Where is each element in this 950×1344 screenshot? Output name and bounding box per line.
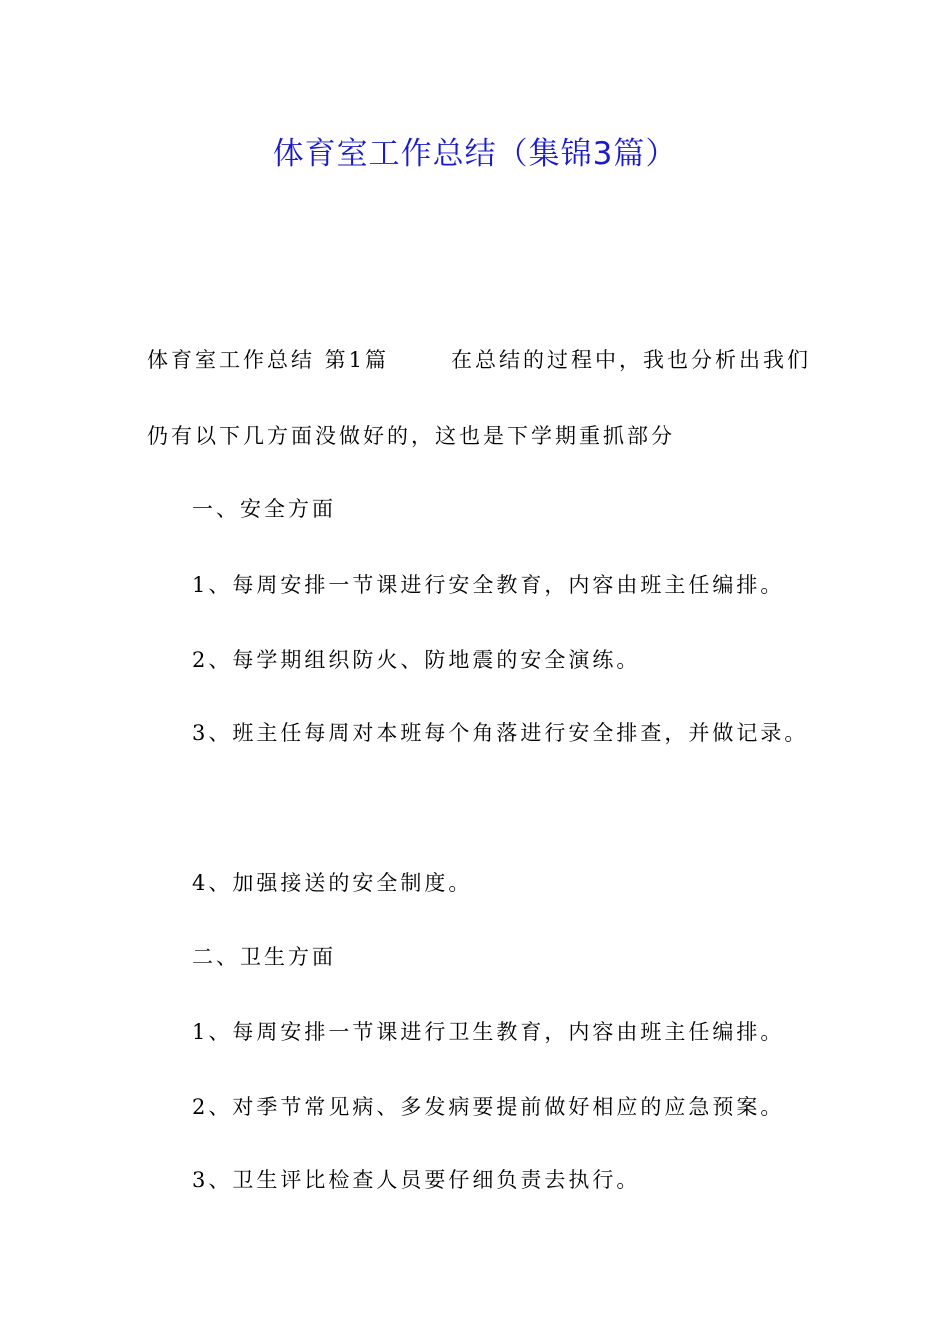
intro-text-continued: 仍有以下几方面没做好的，这也是下学期重抓部分 xyxy=(147,424,675,448)
intro-line-1 xyxy=(147,346,811,374)
list-item: 1、每周安排一节课进行卫生教育，内容由班主任编排。 xyxy=(192,1020,785,1044)
list-item: 2、对季节常见病、多发病要提前做好相应的应急预案。 xyxy=(192,1095,785,1119)
list-item: 1、每周安排一节课进行安全教育，内容由班主任编排。 xyxy=(192,573,785,597)
document-title: 体育室工作总结（集锦3篇） xyxy=(272,136,678,172)
intro-heading: 体育室工作总结 第1篇 xyxy=(147,348,390,372)
section-heading-hygiene: 二、卫生方面 xyxy=(192,945,336,969)
list-item: 2、每学期组织防火、防地震的安全演练。 xyxy=(192,648,641,672)
list-item: 4、加强接送的安全制度。 xyxy=(192,871,473,895)
list-item: 3、卫生评比检查人员要仔细负责去执行。 xyxy=(192,1168,641,1192)
list-item: 3、班主任每周对本班每个角落进行安全排查，并做记录。 xyxy=(192,721,809,745)
intro-text-start: 在总结的过程中，我也分析出我们 xyxy=(451,348,812,372)
section-heading-safety: 一、安全方面 xyxy=(192,497,336,521)
